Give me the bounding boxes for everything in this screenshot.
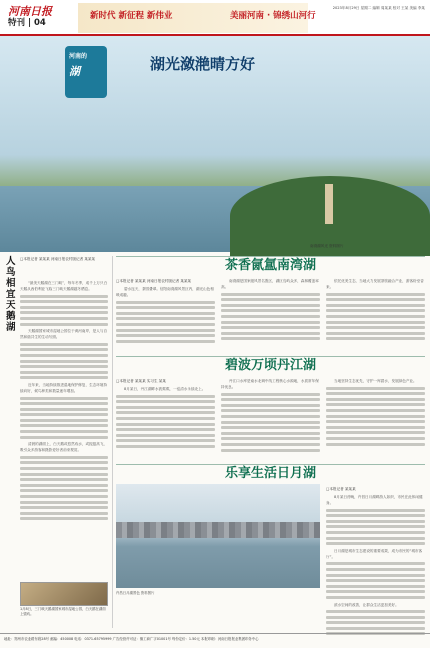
text-line-placeholder (116, 423, 215, 426)
text-line-placeholder (20, 456, 108, 459)
text-column (116, 378, 215, 451)
left-article-body (20, 280, 108, 580)
text-line-placeholder (20, 376, 108, 379)
page-title: 湖光潋滟晴方好 (150, 55, 256, 73)
section-byline: □本报记者 某某某 河南日报农村版记者 某某某 (116, 279, 192, 283)
slogan-left: 新时代 新征程 新伟业 (90, 11, 173, 21)
text-line-placeholder (20, 317, 108, 320)
text-line-placeholder (221, 437, 320, 440)
text-line-placeholder (326, 431, 425, 434)
text-line-placeholder (20, 461, 108, 464)
text-line-placeholder (221, 415, 320, 418)
text-line-placeholder (326, 590, 425, 593)
text-line-placeholder (221, 326, 320, 329)
text-line-placeholder (326, 562, 425, 565)
paragraph: 当地坚持生态优先，守护一库碧水，发展绿色产业。 (334, 379, 417, 383)
text-line-placeholder (20, 495, 108, 498)
text-line-placeholder (221, 443, 320, 446)
paragraph: 依托优美生态，当地大力发展茶旅融合产业，游客纷至沓来。 (326, 279, 424, 289)
slogan-right: 美丽河南 · 锦绣山河行 (230, 11, 316, 21)
pagoda-image (325, 184, 333, 224)
text-line-placeholder (20, 430, 108, 433)
text-line-placeholder (20, 360, 108, 363)
text-line-placeholder (20, 408, 108, 411)
text-line-placeholder (116, 340, 215, 343)
text-column (326, 486, 425, 638)
swan-lake-photo (20, 582, 108, 606)
section-body-riyue (116, 486, 425, 628)
text-line-placeholder (116, 439, 215, 442)
text-line-placeholder (221, 404, 320, 407)
text-line-placeholder (116, 406, 215, 409)
paragraph: 天鹅湖国家城市湿地公园位于黄河南岸，是人与自然和谐共生的生动写照。 (20, 329, 108, 340)
section-body-danjiang (116, 378, 425, 464)
section-byline: □本报记者 某某某 (326, 487, 356, 491)
badge-bottom-text: 湖 (69, 65, 80, 78)
text-line-placeholder (116, 306, 215, 309)
text-line-placeholder (326, 387, 425, 390)
paragraph: 8月某日，丹江湖畔水波粼粼，一泓清水永续北上。 (124, 387, 206, 391)
text-line-placeholder (116, 323, 215, 326)
text-line-placeholder (20, 402, 108, 405)
section-body-nanwan (116, 278, 425, 352)
paragraph: 日月湖是城市生态建设的重要成果，成为市民的“城市客厅”。 (326, 548, 423, 559)
text-line-placeholder (221, 298, 320, 301)
text-column (221, 278, 320, 343)
left-vertical-headline: 人鸟相宜天鹅湖 (6, 256, 16, 333)
text-line-placeholder (20, 478, 108, 481)
text-line-placeholder (326, 520, 425, 523)
text-line-placeholder (221, 409, 320, 412)
text-line-placeholder (326, 332, 425, 335)
text-line-placeholder (116, 312, 215, 315)
text-line-placeholder (326, 585, 425, 588)
paragraph: 丹江口水库是南水北调中线工程核心水源地，水质常年保持优良。 (221, 379, 319, 389)
text-line-placeholder (20, 484, 108, 487)
paragraph: 滨水空间的改善，让群众生活更加美好。 (334, 602, 399, 607)
text-line-placeholder (221, 332, 320, 335)
text-line-placeholder (326, 509, 425, 512)
text-line-placeholder (221, 432, 320, 435)
riyue-photo-caption: 许昌日月湖景色 资料图片 (116, 591, 155, 595)
text-column (221, 378, 320, 454)
text-line-placeholder (20, 295, 108, 298)
text-line-placeholder (20, 424, 108, 427)
badge-top-text: 河南的 (69, 53, 88, 60)
text-line-placeholder (20, 311, 108, 314)
text-line-placeholder (326, 321, 425, 324)
text-line-placeholder (326, 409, 425, 412)
section-title-riyue: 乐享生活日月湖 (224, 466, 316, 481)
text-column (326, 278, 425, 343)
text-column (116, 278, 215, 345)
text-line-placeholder (20, 517, 108, 520)
masthead (0, 0, 430, 34)
text-line-placeholder (20, 306, 108, 309)
text-line-placeholder (116, 445, 215, 448)
text-line-placeholder (326, 574, 425, 577)
text-line-placeholder (326, 415, 425, 418)
text-line-placeholder (326, 621, 425, 624)
paper-name: 河南日报 (8, 5, 52, 18)
text-line-placeholder (20, 365, 108, 368)
text-line-placeholder (326, 568, 425, 571)
text-line-placeholder (116, 400, 215, 403)
text-line-placeholder (221, 421, 320, 424)
text-line-placeholder (326, 337, 425, 340)
text-line-placeholder (221, 315, 320, 318)
text-line-placeholder (326, 443, 425, 446)
text-line-placeholder (326, 398, 425, 401)
text-line-placeholder (116, 395, 215, 398)
text-line-placeholder (20, 467, 108, 470)
text-line-placeholder (326, 537, 425, 540)
date-line: 2023年8月29日 星期二 编辑 周某某 校对 王某 美编 李某 (332, 6, 425, 10)
text-line-placeholder (326, 616, 425, 619)
text-line-placeholder (221, 449, 320, 452)
text-line-placeholder (116, 317, 215, 320)
text-line-placeholder (20, 300, 108, 303)
text-line-placeholder (116, 301, 215, 304)
text-line-placeholder (20, 323, 108, 326)
section-title-danjiang: 碧波万顷丹江湖 (224, 358, 316, 373)
text-line-placeholder (326, 514, 425, 517)
text-line-placeholder (326, 579, 425, 582)
paragraph: 清晨的湖面上，白天鹅或悠然戏水，或振翅高飞，吸引众多游客和摄影爱好者前来观赏。 (20, 442, 108, 453)
text-line-placeholder (326, 403, 425, 406)
text-line-placeholder (326, 426, 425, 429)
text-line-placeholder (20, 512, 108, 515)
left-photo-caption: 1月8日，三门峡天鹅湖国家城市湿地公园，白天鹅在湖面上嬉戏。 (20, 607, 106, 616)
text-line-placeholder (221, 337, 320, 340)
text-line-placeholder (20, 354, 108, 357)
text-line-placeholder (20, 436, 108, 439)
text-line-placeholder (20, 501, 108, 504)
text-line-placeholder (20, 506, 108, 509)
text-line-placeholder (20, 397, 108, 400)
paragraph: “最美天鹅湖在三门峡”，每年冬季，成千上万只白天鹅从西伯利亚飞临三门峡天鹅湖越冬栖息。 (20, 281, 108, 291)
paragraph: 南湾湖是国家级风景名胜区，湖区岛屿众多，森林覆盖率高。 (221, 279, 319, 289)
text-line-placeholder (326, 420, 425, 423)
section-title-nanwan: 茶香氤氲南湾湖 (224, 258, 316, 273)
text-line-placeholder (326, 531, 425, 534)
text-line-placeholder (20, 419, 108, 422)
text-line-placeholder (116, 334, 215, 337)
paragraph: 碧水连天，茶园叠翠。信阳南湾湖风景区内，湖光山色相映成趣。 (116, 287, 214, 297)
text-line-placeholder (20, 371, 108, 374)
footer-info: 地址：郑州市农业路东段28号 邮编：450008 电话：0371-65795999 广告经营许可证：豫工商广字01001号 每份定价：1.50元 本报印刷：河南日报报业集团印务中心 (4, 637, 259, 641)
text-line-placeholder (221, 321, 320, 324)
text-line-placeholder (326, 392, 425, 395)
text-line-placeholder (326, 610, 425, 613)
text-line-placeholder (221, 393, 320, 396)
text-line-placeholder (326, 627, 425, 630)
text-line-placeholder (326, 326, 425, 329)
hero-photo-credit: 南湾湖风光 资料图片 (310, 244, 344, 248)
text-line-placeholder (20, 348, 108, 351)
text-line-placeholder (326, 304, 425, 307)
text-line-placeholder (116, 428, 215, 431)
text-column (326, 378, 425, 448)
text-line-placeholder (326, 309, 425, 312)
text-line-placeholder (326, 596, 425, 599)
text-line-placeholder (326, 437, 425, 440)
text-line-placeholder (326, 293, 425, 296)
text-line-placeholder (221, 309, 320, 312)
footer-rule (0, 633, 430, 634)
text-line-placeholder (221, 426, 320, 429)
text-line-placeholder (326, 542, 425, 545)
section-byline: □本报记者 某某某 实习生 某某 (116, 379, 166, 383)
text-line-placeholder (326, 525, 425, 528)
edition-label: 特刊 | 04 (8, 18, 46, 28)
text-line-placeholder (116, 434, 215, 437)
text-line-placeholder (20, 343, 108, 346)
text-line-placeholder (221, 398, 320, 401)
text-line-placeholder (326, 315, 425, 318)
text-line-placeholder (20, 413, 108, 416)
text-line-placeholder (20, 473, 108, 476)
text-line-placeholder (116, 411, 215, 414)
text-line-placeholder (221, 293, 320, 296)
text-line-placeholder (20, 489, 108, 492)
paragraph: 8月某日傍晚，许昌日月湖畔游人如织，市民在此休闲健身。 (326, 495, 423, 505)
paragraph: 近年来，当地持续推进湿地保护修复，生态环境持续向好，候鸟种类和数量逐年增加。 (20, 382, 108, 393)
text-line-placeholder (326, 298, 425, 301)
text-line-placeholder (221, 304, 320, 307)
left-byline: □本报记者 某某某 河南日报农村版记者 某某某 (20, 257, 96, 261)
text-line-placeholder (116, 329, 215, 332)
text-line-placeholder (116, 417, 215, 420)
column-divider (112, 256, 113, 628)
